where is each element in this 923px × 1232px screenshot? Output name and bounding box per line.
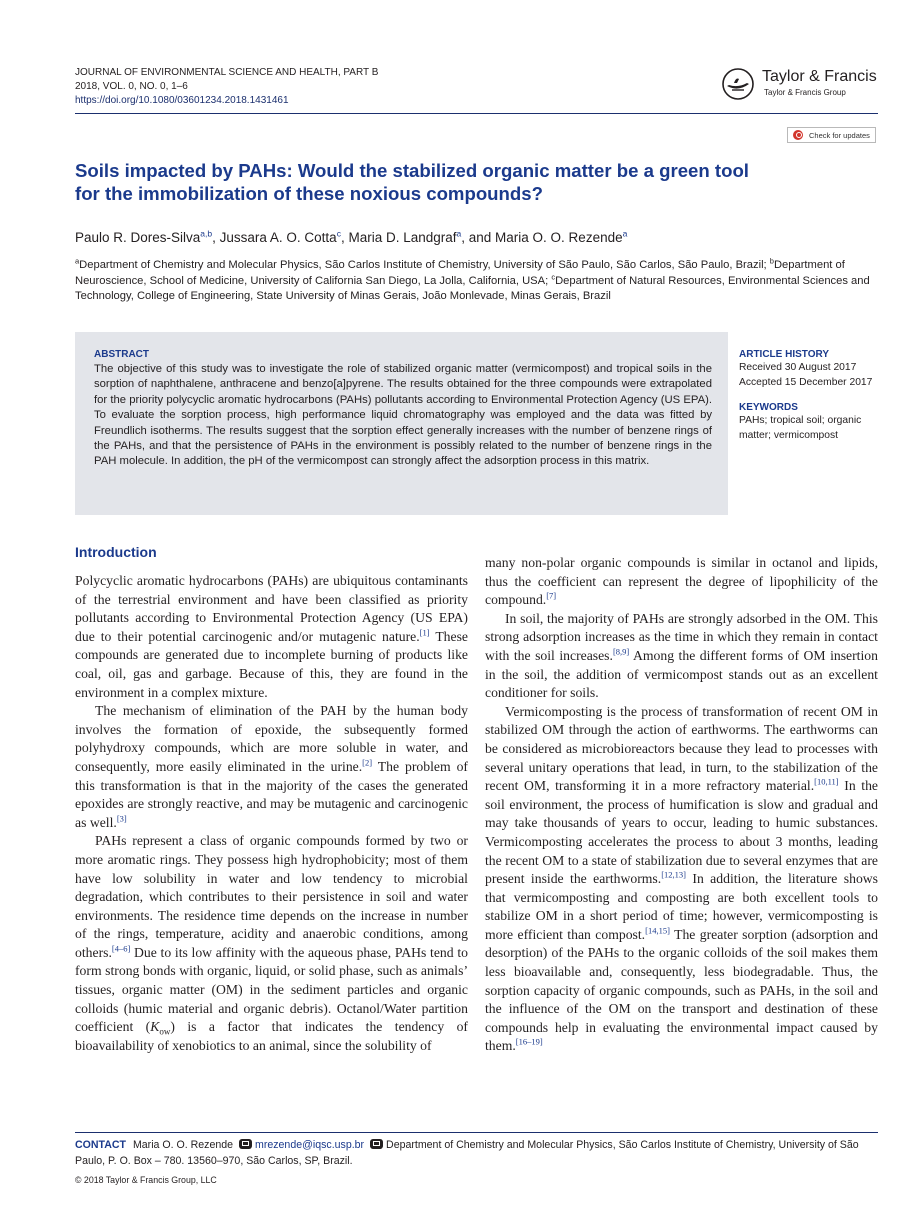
journal-volume: 2018, VOL. 0, NO. 0, 1–6 — [75, 81, 188, 92]
affiliation-c: Department of Natural Resources, Environmental Sciences and Technology, College of Engineering, State University of Minas Gerais, João Monlevade, Minas Gerais, Brazil — [75, 274, 870, 303]
citation-link[interactable]: [8,9] — [612, 646, 630, 657]
article-title — [75, 159, 835, 205]
body-column-left — [75, 572, 468, 1055]
journal-name: JOURNAL OF ENVIRONMENTAL SCIENCE AND HEALTH, PART B — [75, 67, 379, 78]
keywords-line-2: matter; vermicompost — [739, 429, 838, 441]
title-line-2: for the immobilization of these noxious compounds? — [75, 183, 543, 204]
check-for-updates-button[interactable] — [787, 127, 876, 143]
paragraph: Vermicomposting is the process of transformation of recent OM in stabilized OM through the action of earthworms. The earthworms can be considered as microbioreactors because they lead to processes with several unitary operations that lead, in turn, to the stabilization of the recent OM, transforming it in a more refractory material.[10,11] In the soil environment, the process of humification is slow and gradual and may take thousands of years to occur, leading to humic substances. Vermicomposting accelerates the process to about 3 months, leading the recent OM to a state of stabilization due to several enzymes that are present inside the earthworms.[12,13] In addition, the literature shows that vermicomposting and composting are both excellent tools to stabilize OM in a short period of time; however, vermicomposting is more efficient than compost.[14,15] The greater sorption (adsorption and desorption) of the PAHs to the organic colloids of the soil makes them less bioavailable and, consequently, less biodegradable. Thus, the sorption capacity of organic compounds, such as PAHs, in the soil and the influence of the OM on the transport and destination of these compounds help in evaluating the environmental impact caused by them.[16–19] — [485, 703, 879, 1054]
subscript: ow — [159, 1026, 171, 1037]
keywords-heading: KEYWORDS — [739, 402, 798, 413]
contact-label: CONTACT — [75, 1139, 126, 1151]
article-history-heading: ARTICLE HISTORY — [739, 349, 830, 360]
abstract-heading: ABSTRACT — [94, 349, 149, 360]
email-icon — [239, 1139, 252, 1149]
contact-name: Maria O. O. Rezende — [132, 1139, 234, 1151]
paragraph: Polycyclic aromatic hydrocarbons (PAHs) are ubiquitous contaminants of the terrestrial environment and have been classified as priority pollutants according to Environmental Protection Agency (US EPA) due to their potential carcinogenic and/or mutagenic nature.[1] These compounds are generated due to incomplete burning of products like coal, oil, gas and garbage. Because of this, they are found in the environment in a complex mixture. — [75, 573, 468, 700]
citation-link[interactable]: [14,15] — [645, 925, 670, 936]
section-heading-introduction: Introduction — [75, 544, 157, 560]
paragraph: PAHs represent a class of organic compounds formed by two or more aromatic rings. They possess high hydrophobicity; most of them have low solubility in water and low tendency to microbial degradation, which contributes to their persistence in soil and water environments. The residence time depends on the increase in number of the rings, temperature, acidity and anaerobic conditions, among others.[4–6] Due to its low affinity with the aqueous phase, PAHs tend to form strong bonds with organic, liquid, or solid phase, such as animals’ tissues, organic matter (OM) in the sediment particles and organic colloids (humic material and organic debris). Octanol/Water partition coefficient $(K_{ow})$ is a factor that indicates the tendency of bioavailability of xenobiotics to an animal, since the solubility of — [75, 833, 468, 1053]
author-affiliation-marker: a,b — [200, 228, 213, 239]
affiliation-b: Department of Neuroscience, School of Medicine, University of California San Diego, La Jolla, California, USA; — [75, 259, 845, 287]
citation-link[interactable]: [3] — [116, 813, 127, 824]
citation-link[interactable]: [16–19] — [515, 1036, 543, 1047]
header-divider — [75, 113, 878, 114]
body-column-right — [485, 554, 878, 1056]
check-updates-label: Check for updates — [809, 131, 870, 140]
affiliations — [75, 258, 880, 305]
check-updates-icon — [793, 130, 803, 140]
footer-divider — [75, 1132, 878, 1133]
author-affiliation-marker: a — [456, 228, 462, 239]
paragraph: The mechanism of elimination of the PAH by the human body involves the formation of epoxide, the subsequently formed polyhydroxy compounds, which are more soluble in water, and consequently, more easily eliminated in the urine.[2] The problem of this transformation is that in the majority of the cases the generated epoxides are strongly reactive, and may be mutagenic and carcinogenic as well.[3] — [75, 703, 468, 830]
article-history — [739, 361, 872, 390]
contact-info — [75, 1138, 880, 1169]
keywords-line-1: PAHs; tropical soil; organic — [739, 415, 862, 426]
author-list: Paulo R. Dores-Silva$^{a,b}$, Jussara A. O. Cotta$^c$, Maria D. Landgraf$^a$, and Maria O. O. Rezende$^a$ — [75, 228, 628, 245]
copyright: © 2018 Taylor & Francis Group, LLC — [75, 1175, 217, 1185]
citation-link[interactable]: [10,11] — [814, 776, 839, 787]
title-line-1: Soils impacted by PAHs: Would the stabilized organic matter be a green tool — [75, 160, 749, 181]
author-affiliation-marker: a — [622, 228, 628, 239]
publisher-name: Taylor & Francis — [762, 68, 877, 85]
contact-address: Department of Chemistry and Molecular Physics, São Carlos Institute of Chemistry, University of São Paulo, P. O. Box – 780. 13560–970, São Carlos, SP, Brazil. — [75, 1139, 859, 1167]
received-date: Received 30 August 2017 — [739, 362, 857, 373]
affiliation-a: Department of Chemistry and Molecular Physics, São Carlos Institute of Chemistry, University of São Paulo, São Carlos, São Paulo, Brazil; — [79, 259, 767, 271]
author-name: Maria O. O. Rezende — [495, 230, 623, 245]
keywords-list — [739, 414, 861, 443]
author-name: Paulo R. Dores-Silva — [75, 230, 201, 245]
author-name: Maria D. Landgraf — [348, 230, 457, 245]
citation-link[interactable]: [2] — [362, 757, 373, 768]
citation-link[interactable]: [7] — [546, 590, 557, 601]
citation-link[interactable]: [12,13] — [661, 869, 686, 880]
author-affiliation-marker: c — [336, 228, 341, 239]
citation-link[interactable]: [1] — [419, 627, 430, 638]
accepted-date: Accepted 15 December 2017 — [739, 376, 873, 388]
affiliation-marker-b: b — [769, 256, 774, 266]
contact-email-link[interactable]: mrezende@iqsc.usp.br — [255, 1139, 365, 1151]
paragraph: many non-polar organic compounds is similar in octanol and lipids, thus the coefficient can represent the degree of lipophilicity of the compound.[7] — [485, 555, 878, 608]
italic-symbol: K — [150, 1019, 160, 1035]
author-name: Jussara A. O. Cotta — [219, 230, 337, 245]
address-icon — [370, 1139, 383, 1149]
paragraph: In soil, the majority of PAHs are strongly adsorbed in the OM. This strong adsorption increases as the time in which they remain in contact with the soil increases.[8,9] Among the different forms of OM insertion in the soil, the addition of vermicompost stands out as an excellent conditioner for soils. — [485, 610, 878, 701]
publisher-group: Taylor & Francis Group — [764, 88, 846, 97]
doi-link[interactable]: https://doi.org/10.1080/03601234.2018.1431461 — [75, 95, 289, 106]
affiliation-marker-c: c — [551, 271, 556, 281]
citation-link[interactable]: [4–6] — [111, 943, 131, 954]
affiliation-marker-a: a — [75, 256, 80, 266]
lamp-icon — [720, 68, 756, 100]
publisher-logo — [720, 68, 890, 104]
abstract-text: The objective of this study was to investigate the role of stabilized organic matter (vermicompost) and tropical soils in the sorption of naphthalene, anthracene and benzo[a]pyrene. The results obtained for the three compounds were extrapolated for the priority polycyclic aromatic hydrocarbons (PAHs) pollutants according to Environmental Protection Agency (US EPA). To evaluate the sorption process, high performance liquid chromatography was employed and the data was fitted by Freundlich isotherms. The results suggest that the sorption effect generally increases with the number of benzene rings of the PAHs, and that the persistence of PAHs in the environment is possibly related to the number of benzene rings in the PAH molecule. In addition, the pH of the vermicompost can strongly affect the adsorption process in this matrix. — [94, 363, 712, 468]
journal-header — [75, 66, 378, 108]
